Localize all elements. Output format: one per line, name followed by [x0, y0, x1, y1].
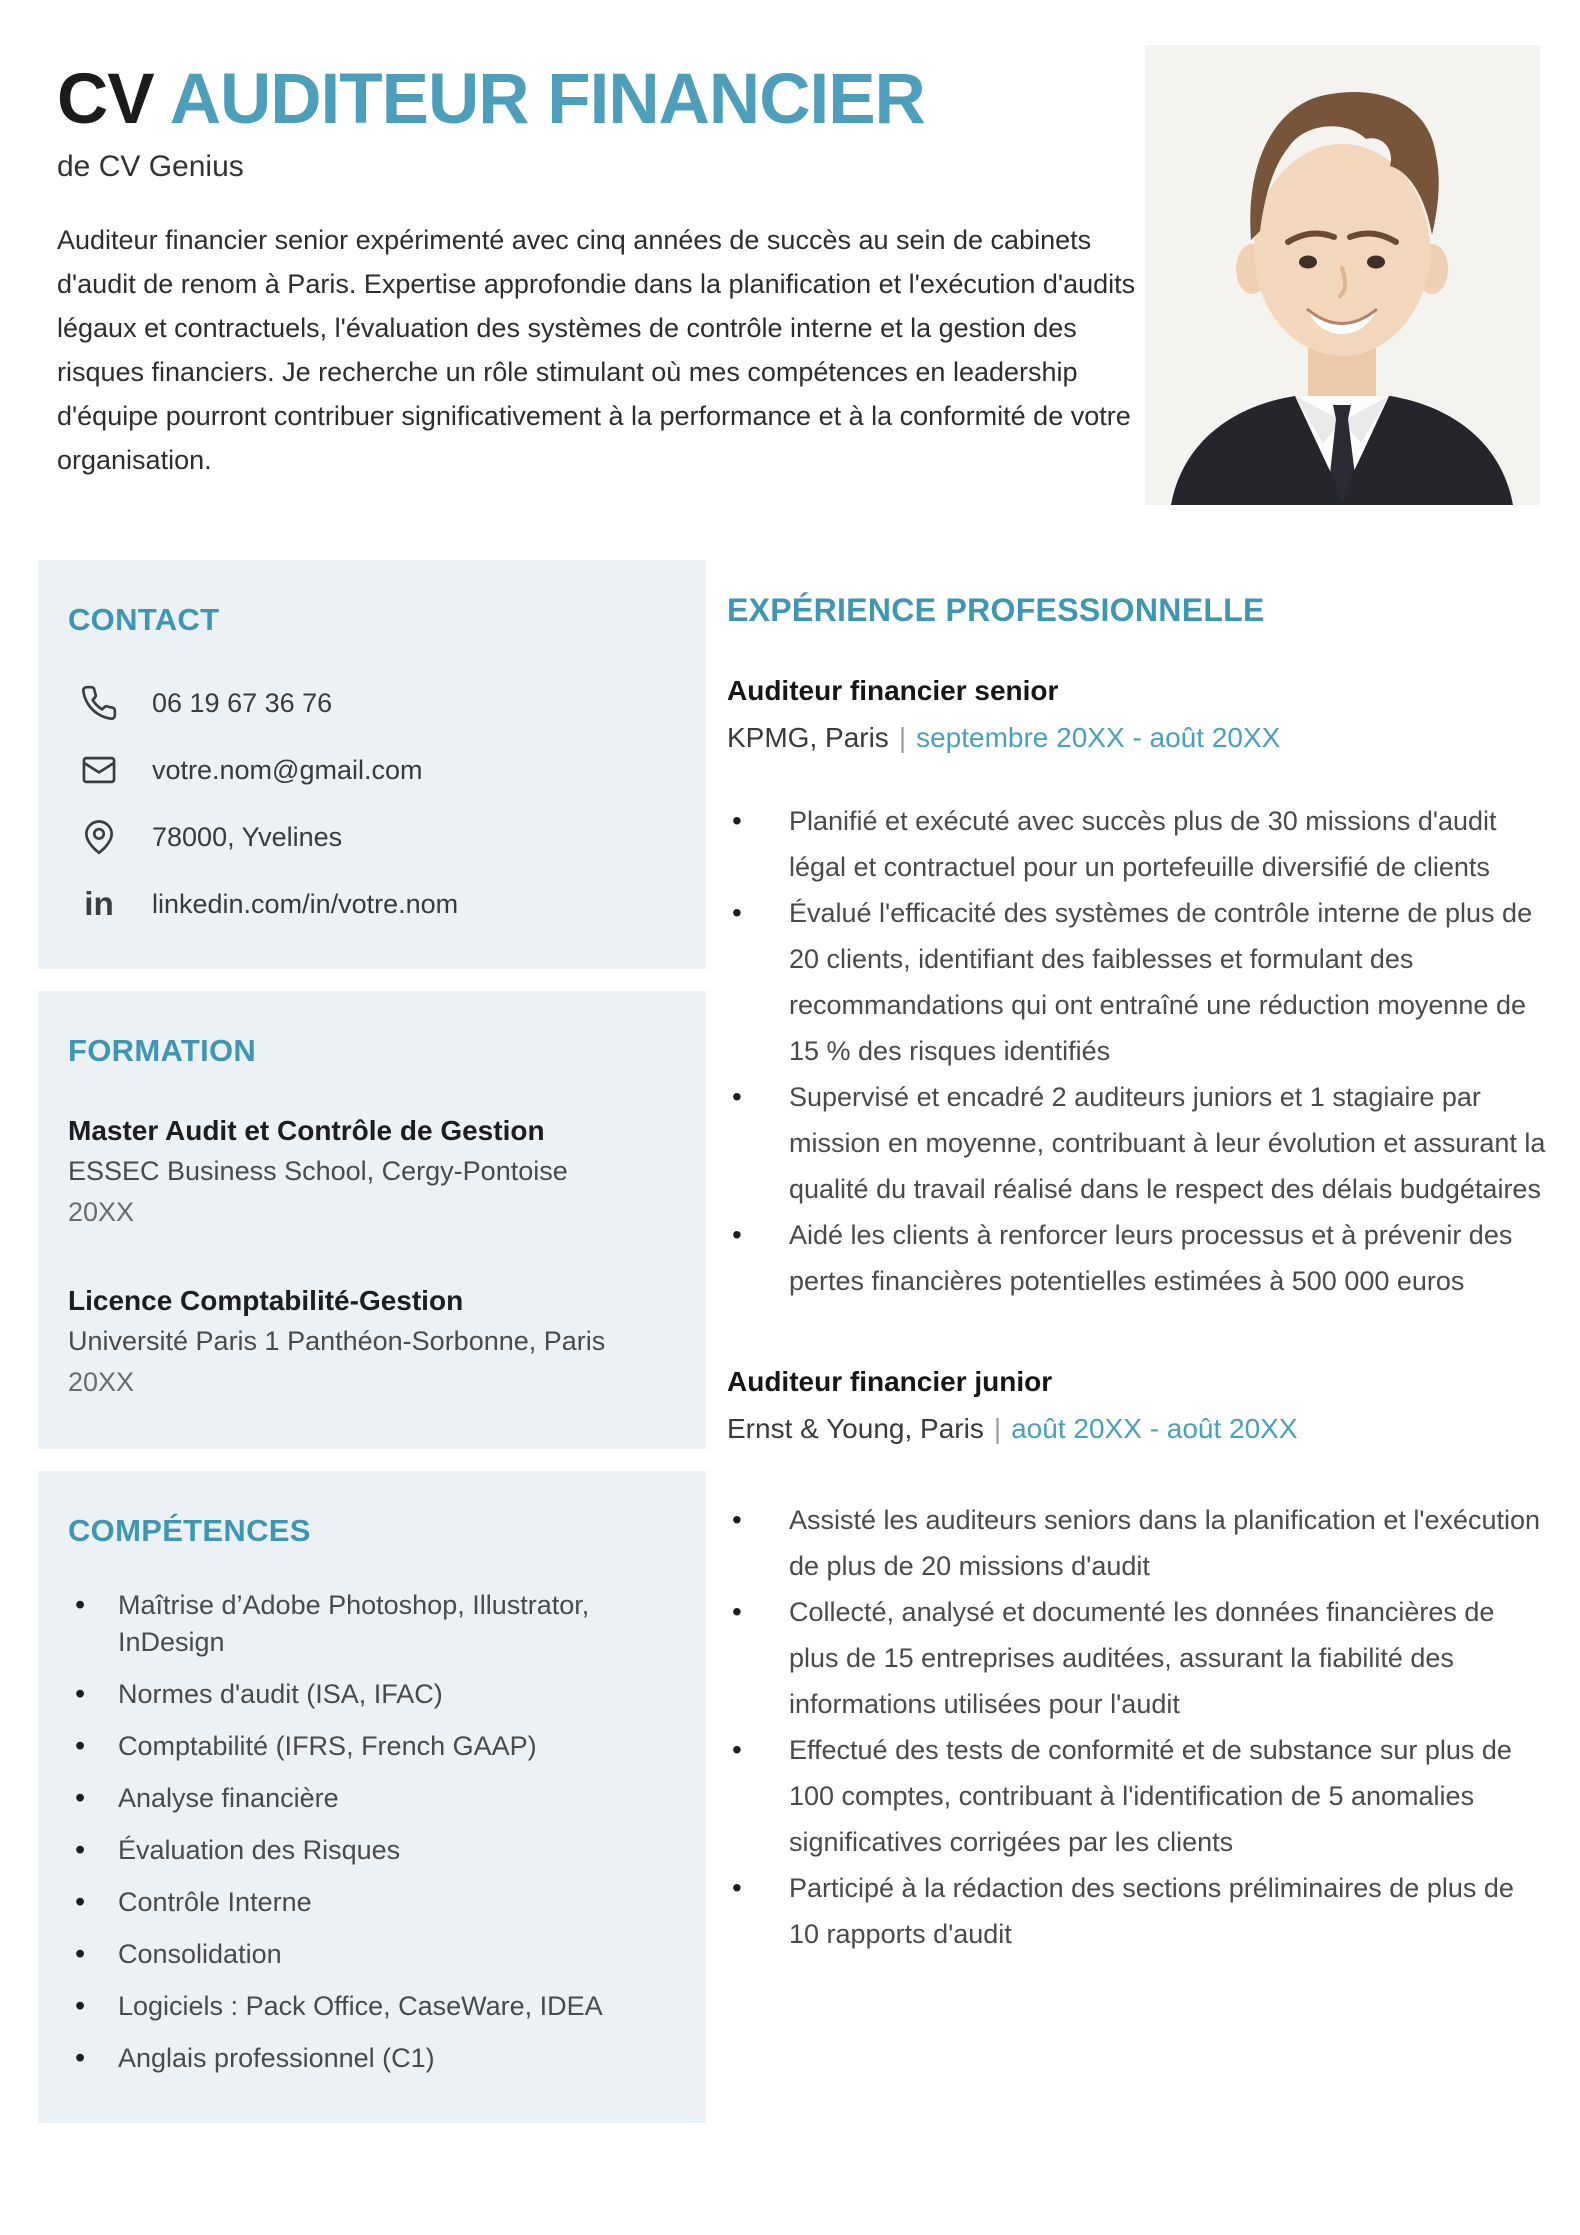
- formation-heading: FORMATION: [68, 1033, 257, 1068]
- experience-column: [727, 592, 1547, 1957]
- graduation-year: 20XX: [68, 1367, 135, 1397]
- company-name: Ernst & Young, Paris: [727, 1413, 984, 1444]
- contact-section: [38, 560, 706, 969]
- school-name: Université Paris 1 Panthéon-Sorbonne, Paris: [68, 1326, 606, 1356]
- job-bullet: • Aidé les clients à renforcer leurs processus et à prévenir des pertes financières potentielles estimées à 500 000 euros: [727, 1212, 1547, 1304]
- skill-item: • Consolidation: [68, 1936, 676, 1973]
- school-name: ESSEC Business School, Cergy-Pontoise: [68, 1156, 568, 1186]
- education-entry: [68, 1111, 676, 1233]
- job-entry-junior: [727, 1366, 1547, 1957]
- skill-item: • Maîtrise d’Adobe Photoshop, Illustrator, InDesign: [68, 1587, 676, 1661]
- separator: |: [993, 1413, 1002, 1444]
- title-prefix: CV: [57, 60, 154, 139]
- location-icon: [80, 818, 118, 856]
- graduation-year: 20XX: [68, 1197, 135, 1227]
- left-column: [38, 560, 706, 2145]
- skill-item: • Analyse financière: [68, 1780, 676, 1817]
- profile-summary: Auditeur financier senior expérimenté avec cinq années de succès au sein de cabinets d'audit de renom à Paris. Expertise approfondie dans la planification et l'exécution d'audits légaux et contractuels, l'évaluation des systèmes de contrôle interne et la gestion des risques financiers. Je recherche un rôle stimulant où mes compétences en leadership d'équipe pourront contribuer significativement à la performance et à la conformité de votre organisation.: [57, 224, 1136, 475]
- job-bullet: • Participé à la rédaction des sections préliminaires de plus de 10 rapports d'audit: [727, 1865, 1547, 1957]
- education-entry: [68, 1281, 676, 1403]
- company-name: KPMG, Paris: [727, 722, 889, 753]
- contact-item-location: [68, 818, 676, 856]
- phone-number: 06 19 67 36 76: [152, 687, 333, 718]
- contact-item-email: [68, 751, 676, 789]
- location-text: 78000, Yvelines: [152, 821, 343, 852]
- job-dates: août 20XX - août 20XX: [1011, 1413, 1298, 1444]
- contact-heading: CONTACT: [68, 602, 220, 637]
- skills-list: [68, 1587, 676, 2077]
- job-title: Auditeur financier senior: [727, 675, 1059, 706]
- linkedin-url: linkedin.com/in/votre.nom: [152, 888, 459, 919]
- skill-item: • Logiciels : Pack Office, CaseWare, IDEA: [68, 1988, 676, 2025]
- email-icon: [80, 751, 118, 789]
- phone-icon: [80, 684, 118, 722]
- skill-item: • Évaluation des Risques: [68, 1832, 676, 1869]
- linkedin-icon: [80, 885, 118, 923]
- experience-heading: EXPÉRIENCE PROFESSIONNELLE: [727, 592, 1265, 628]
- job-entry-senior: [727, 675, 1547, 1304]
- svg-text:in: in: [84, 886, 114, 923]
- job-bullet: • Supervisé et encadré 2 auditeurs juniors et 1 stagiaire par mission en moyenne, contribuant à leur évolution et assurant la qualité du travail réalisé dans le respect des délais budgétaires: [727, 1074, 1547, 1212]
- job-meta: [727, 1413, 1547, 1445]
- subtitle: de CV Genius: [57, 149, 244, 183]
- page-title: [57, 58, 1145, 142]
- email-address: votre.nom@gmail.com: [152, 754, 423, 785]
- job-title: Auditeur financier junior: [727, 1366, 1053, 1397]
- profile-photo: [1145, 45, 1540, 505]
- job-bullets: [727, 798, 1547, 1304]
- job-bullet: • Effectué des tests de conformité et de substance sur plus de 100 comptes, contribuant à l'identification de 5 anomalies significatives corrigées par les clients: [727, 1727, 1547, 1865]
- skill-item: • Comptabilité (IFRS, French GAAP): [68, 1728, 676, 1765]
- title-main: AUDITEUR FINANCIER: [169, 60, 925, 139]
- formation-section: [38, 991, 706, 1449]
- competences-heading: COMPÉTENCES: [68, 1513, 311, 1548]
- job-bullet: • Planifié et exécuté avec succès plus de 30 missions d'audit légal et contractuel pour un portefeuille diversifié de clients: [727, 798, 1547, 890]
- job-dates: septembre 20XX - août 20XX: [916, 722, 1281, 753]
- skill-item: • Normes d'audit (ISA, IFAC): [68, 1676, 676, 1713]
- job-meta: [727, 722, 1547, 754]
- contact-item-linkedin: [68, 885, 676, 923]
- job-bullets: [727, 1497, 1547, 1957]
- competences-section: [38, 1471, 706, 2123]
- portrait-illustration: [1145, 45, 1540, 505]
- skill-item: • Anglais professionnel (C1): [68, 2040, 676, 2077]
- contact-item-phone: [68, 684, 676, 722]
- separator: |: [898, 722, 907, 753]
- header: [57, 58, 1145, 482]
- degree-title: Master Audit et Contrôle de Gestion: [68, 1115, 545, 1146]
- job-bullet: • Évalué l'efficacité des systèmes de contrôle interne de plus de 20 clients, identifiant des faiblesses et formulant des recommandations qui ont entraîné une réduction moyenne de 15 % des risques identifiés: [727, 890, 1547, 1074]
- degree-title: Licence Comptabilité-Gestion: [68, 1285, 464, 1316]
- skill-item: • Contrôle Interne: [68, 1884, 676, 1921]
- job-bullet: • Assisté les auditeurs seniors dans la planification et l'exécution de plus de 20 missions d'audit: [727, 1497, 1547, 1589]
- job-bullet: • Collecté, analysé et documenté les données financières de plus de 15 entreprises auditées, assurant la fiabilité des informations utilisées pour l'audit: [727, 1589, 1547, 1727]
